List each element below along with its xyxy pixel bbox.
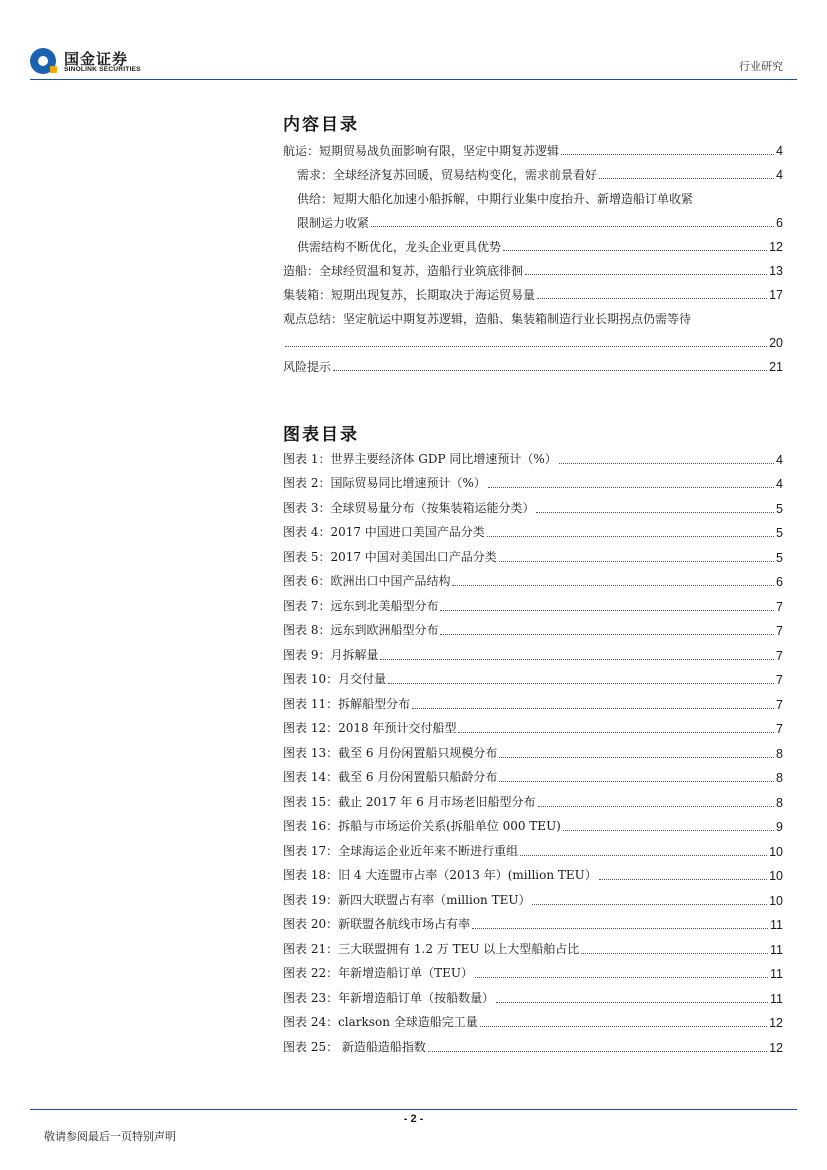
- toc-page-number: 11: [770, 967, 783, 981]
- company-logo: [30, 44, 160, 78]
- toc-page-number: 8: [776, 795, 783, 810]
- toc-leader-dots: [559, 463, 774, 464]
- toc-entry-text: 观点总结：坚定航运中期复苏逻辑，造船、集装箱制造行业长期拐点仍需等待: [283, 312, 692, 326]
- toc-entry-text: 图表 19：新四大联盟占有率（million TEU）: [283, 892, 531, 907]
- toc-leader-dots: [561, 154, 774, 155]
- toc-entry[interactable]: [283, 258, 783, 282]
- toc-entry[interactable]: [283, 186, 783, 210]
- toc-entry-text: 图表 10：月交付量: [283, 672, 387, 686]
- toc-leader-dots: [599, 879, 767, 880]
- toc-leader-dots: [536, 512, 774, 513]
- toc-entry-text: 图表 1：世界主要经济体 GDP 同比增速预计（%）: [283, 451, 557, 466]
- toc-entry[interactable]: [283, 814, 783, 839]
- toc-page-number: 9: [776, 820, 783, 834]
- toc-entry[interactable]: [283, 789, 783, 814]
- toc-entry[interactable]: [283, 354, 783, 378]
- toc-entry[interactable]: [283, 618, 783, 643]
- toc-entry[interactable]: [283, 234, 783, 258]
- report-type-label: 行业研究: [739, 60, 783, 73]
- toc-entry[interactable]: [283, 863, 783, 888]
- toc-entry-text: 图表 3：全球贸易量分布（按集装箱运能分类）: [283, 500, 535, 515]
- toc-entry[interactable]: [283, 138, 783, 162]
- toc-leader-dots: [538, 806, 775, 807]
- toc-page-number: 6: [776, 575, 783, 589]
- toc-entry-text: 风险提示: [283, 360, 332, 374]
- toc-entry-text: 图表 11：拆解船型分布: [283, 696, 411, 711]
- toc-page-number: 10: [769, 844, 783, 859]
- toc-page-number: 11: [770, 942, 783, 957]
- toc-page-number: 4: [776, 452, 783, 467]
- footer-divider: [30, 1109, 797, 1110]
- toc-entry[interactable]: [283, 520, 783, 545]
- toc-entry[interactable]: [283, 642, 783, 667]
- page-header: [0, 0, 827, 90]
- toc-leader-dots: [475, 977, 768, 978]
- toc-page-number: 7: [776, 599, 783, 614]
- figures-title: 图表目录: [283, 425, 359, 445]
- toc-page-number: 4: [776, 477, 783, 491]
- table-of-contents: [283, 138, 783, 378]
- toc-leader-dots: [563, 830, 774, 831]
- toc-leader-dots: [520, 855, 767, 856]
- toc-page-number: 12: [769, 240, 783, 254]
- toc-entry[interactable]: [283, 765, 783, 790]
- toc-leader-dots: [452, 585, 774, 586]
- toc-leader-dots: [503, 250, 767, 251]
- toc-page-number: 5: [776, 501, 783, 516]
- toc-leader-dots: [525, 274, 767, 275]
- toc-entry[interactable]: [283, 282, 783, 306]
- toc-entry[interactable]: [283, 446, 783, 471]
- toc-entry[interactable]: [283, 887, 783, 912]
- toc-leader-dots: [285, 346, 767, 347]
- toc-page-number: 4: [776, 168, 783, 182]
- toc-leader-dots: [388, 683, 774, 684]
- toc-page-number: 10: [769, 893, 783, 908]
- toc-leader-dots: [440, 634, 774, 635]
- toc-entry[interactable]: [283, 691, 783, 716]
- toc-entry[interactable]: [283, 961, 783, 986]
- toc-leader-dots: [496, 1002, 768, 1003]
- toc-entry-text: 图表 9：月拆解量: [283, 647, 379, 662]
- toc-entry[interactable]: [283, 716, 783, 741]
- toc-leader-dots: [371, 226, 774, 227]
- toc-leader-dots: [537, 298, 767, 299]
- toc-entry[interactable]: [283, 838, 783, 863]
- toc-leader-dots: [499, 781, 774, 782]
- toc-page-number: 17: [769, 288, 783, 302]
- toc-leader-dots: [487, 536, 774, 537]
- toc-page-number: 8: [776, 746, 783, 761]
- toc-leader-dots: [532, 904, 767, 905]
- toc-entry-text: 供给：短期大船化加速小船拆解，中期行业集中度抬升、新增造船订单收紧: [297, 192, 694, 206]
- toc-page-number: 5: [776, 550, 783, 565]
- toc-leader-dots: [472, 928, 768, 929]
- toc-page-number: 20: [769, 336, 783, 350]
- toc-leader-dots: [480, 1026, 767, 1027]
- toc-title: 内容目录: [283, 115, 359, 135]
- disclaimer-note: 敬请参阅最后一页特别声明: [44, 1130, 176, 1143]
- toc-entry[interactable]: [283, 306, 783, 330]
- toc-entry-text: 图表 2：国际贸易同比增速预计（%）: [283, 476, 486, 490]
- toc-page-number: 7: [776, 697, 783, 712]
- toc-entry-text: 图表 14：截至 6 月份闲置船只船龄分布: [283, 770, 498, 784]
- toc-entry-text: 图表 8：远东到欧洲船型分布: [283, 623, 439, 637]
- toc-leader-dots: [581, 953, 768, 954]
- toc-entry-text: 造船：全球经贸温和复苏，造船行业筑底徘徊: [283, 264, 524, 278]
- toc-entry-text: 图表 20：新联盟各航线市场占有率: [283, 917, 471, 931]
- toc-entry[interactable]: [283, 593, 783, 618]
- toc-leader-dots: [333, 370, 767, 371]
- toc-page-number: 5: [776, 526, 783, 540]
- toc-entry-text: 图表 22：年新增造船订单（TEU）: [283, 966, 473, 980]
- toc-entry-text: 图表 23：年新增造船订单（按船数量）: [283, 990, 495, 1005]
- toc-page-number: 21: [769, 360, 783, 374]
- toc-leader-dots: [499, 561, 774, 562]
- toc-page-number: 11: [770, 991, 783, 1006]
- toc-entry[interactable]: [283, 1034, 783, 1059]
- toc-entry-text: 图表 18：旧 4 大连盟市占率（2013 年）(million TEU）: [283, 868, 597, 882]
- toc-entry[interactable]: [283, 936, 783, 961]
- page-number: - 2 -: [403, 1113, 424, 1125]
- toc-entry-text: 图表 13：截至 6 月份闲置船只规模分布: [283, 745, 498, 760]
- toc-leader-dots: [599, 178, 774, 179]
- toc-entry[interactable]: [283, 569, 783, 594]
- toc-entry-text: 图表 12：2018 年预计交付船型: [283, 721, 457, 735]
- toc-page-number: 7: [776, 673, 783, 687]
- toc-entry[interactable]: [283, 162, 783, 186]
- toc-entry-text: 图表 6：欧洲出口中国产品结构: [283, 574, 451, 588]
- toc-page-number: 6: [776, 216, 783, 230]
- toc-page-number: 12: [769, 1016, 783, 1030]
- toc-leader-dots: [458, 732, 774, 733]
- header-divider: [30, 79, 797, 80]
- logo-english-name: SINOLINK SECURITIES: [64, 66, 141, 73]
- toc-entry[interactable]: [283, 985, 783, 1010]
- toc-entry-text: 图表 4：2017 中国进口美国产品分类: [283, 525, 485, 539]
- toc-entry-text: 图表 5：2017 中国对美国出口产品分类: [283, 549, 497, 564]
- toc-entry-text: 供需结构不断优化，龙头企业更具优势: [297, 240, 502, 254]
- toc-entry-text: 图表 15：截止 2017 年 6 月市场老旧船型分布: [283, 794, 536, 809]
- toc-entry[interactable]: [283, 544, 783, 569]
- toc-entry[interactable]: [283, 740, 783, 765]
- toc-page-number: 11: [770, 918, 783, 932]
- toc-page-number: 7: [776, 624, 783, 638]
- toc-leader-dots: [499, 757, 774, 758]
- logo-accent-icon: [50, 66, 57, 73]
- toc-entry-text: 图表 16：拆船与市场运价关系(拆船单位 000 TEU): [283, 819, 561, 833]
- toc-leader-dots: [412, 708, 774, 709]
- list-of-figures: [283, 446, 783, 1059]
- toc-entry[interactable]: [283, 495, 783, 520]
- toc-page-number: 12: [769, 1040, 783, 1055]
- toc-page-number: 8: [776, 771, 783, 785]
- toc-leader-dots: [428, 1051, 767, 1052]
- toc-page-number: 10: [769, 869, 783, 883]
- toc-leader-dots: [440, 610, 774, 611]
- toc-entry[interactable]: [283, 1010, 783, 1035]
- toc-entry-text: 需求：全球经济复苏回暖，贸易结构变化，需求前景看好: [297, 168, 598, 182]
- toc-entry-text: 图表 17：全球海运企业近年来不断进行重组: [283, 843, 519, 858]
- toc-entry-text: 航运：短期贸易战负面影响有限，坚定中期复苏逻辑: [283, 144, 560, 158]
- toc-page-number: 4: [776, 144, 783, 158]
- toc-page-number: 7: [776, 648, 783, 663]
- toc-entry-text: 图表 24：clarkson 全球造船完工量: [283, 1015, 478, 1029]
- toc-page-number: 13: [769, 264, 783, 278]
- toc-entry-text: 图表 7：远东到北美船型分布: [283, 598, 439, 613]
- toc-entry[interactable]: [283, 471, 783, 496]
- toc-entry[interactable]: [283, 912, 783, 937]
- logo-chinese-name: 国金证券: [64, 50, 129, 68]
- toc-entry-text: 限制运力收紧: [297, 216, 370, 230]
- toc-entry-text: 图表 25： 新造船造船指数: [283, 1039, 426, 1054]
- toc-entry-text: 图表 21：三大联盟拥有 1.2 万 TEU 以上大型船舶占比: [283, 941, 580, 956]
- toc-leader-dots: [380, 659, 774, 660]
- toc-entry[interactable]: [283, 667, 783, 692]
- toc-entry-text: 集装箱：短期出现复苏，长期取决于海运贸易量: [283, 288, 536, 302]
- toc-leader-dots: [488, 487, 774, 488]
- toc-entry[interactable]: [283, 330, 783, 354]
- toc-entry[interactable]: [283, 210, 783, 234]
- toc-page-number: 7: [776, 722, 783, 736]
